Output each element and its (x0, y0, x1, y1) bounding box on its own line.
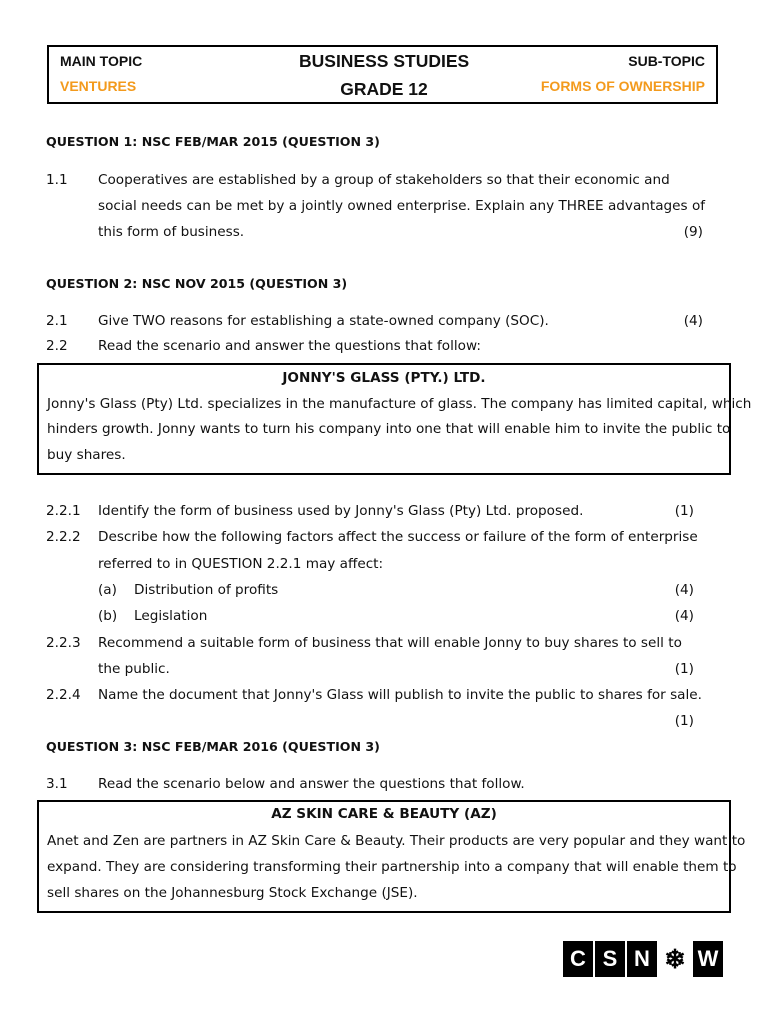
az-skin-care-scenario-line-3: sell shares on the Johannesburg Stock Exchange (JSE). (47, 885, 418, 901)
q2-1-number: 2.1 (46, 313, 68, 329)
q2-2-2-a-text: Distribution of profits (134, 582, 279, 598)
q2-2-2-line-2: referred to in QUESTION 2.2.1 may affect: (98, 556, 384, 572)
az-skin-care-scenario-title: AZ SKIN CARE & BEAUTY (AZ) (271, 806, 497, 822)
az-skin-care-scenario-box (37, 800, 746, 913)
q2-2-4-number: 2.2.4 (46, 687, 81, 703)
q3-1-number: 3.1 (46, 776, 68, 792)
q2-2-1-text: Identify the form of business used by Jonny's Glass (Pty) Ltd. proposed. (98, 503, 584, 519)
q1-1-line-2: social needs can be met by a jointly owned enterprise. Explain any THREE advantages of (98, 198, 706, 214)
q2-2-2-a-label: (a) (98, 582, 117, 598)
q2-2-2-b-text: Legislation (134, 608, 208, 624)
q2-2-2-b-label: (b) (98, 608, 118, 624)
document-title: BUSINESS STUDIES (299, 51, 470, 71)
q2-2-number: 2.2 (46, 338, 68, 354)
jonnys-glass-scenario-line-2: hinders growth. Jonny wants to turn his company into one that will enable him to invite the public to (47, 421, 731, 437)
q2-2-3-line-1: Recommend a suitable form of business that will enable Jonny to buy shares to sell to (98, 635, 682, 651)
main-topic-value: VENTURES (60, 78, 137, 94)
q2-2-1-number: 2.2.1 (46, 503, 81, 519)
q2-2-4-text: Name the document that Jonny's Glass will publish to invite the public to shares for sale. (98, 687, 702, 703)
q1-1-number: 1.1 (46, 172, 68, 188)
csnow-logo (563, 941, 723, 977)
grade-label: GRADE 12 (340, 79, 428, 99)
sub-topic-label: SUB-TOPIC (628, 53, 705, 69)
q2-2-2-number: 2.2.2 (46, 529, 81, 545)
q2-2-3-line-2: the public. (98, 661, 170, 677)
logo-letter-w: W (693, 941, 723, 977)
q1-1-marks: (9) (683, 224, 703, 240)
q2-1-marks: (4) (683, 313, 703, 329)
q2-2-2-line-1: Describe how the following factors affect the success or failure of the form of enterprise (98, 529, 698, 545)
header-box (47, 45, 718, 104)
q2-2-1-marks: (1) (674, 503, 694, 519)
main-topic-label: MAIN TOPIC (60, 53, 143, 69)
q3-1-text: Read the scenario below and answer the questions that follow. (98, 776, 525, 792)
q1-heading: QUESTION 1: NSC FEB/MAR 2015 (QUESTION 3) (46, 134, 380, 149)
logo-letter-n: N (627, 941, 657, 977)
jonnys-glass-scenario-line-3: buy shares. (47, 447, 126, 463)
az-skin-care-scenario-line-2: expand. They are considering transforming their partnership into a company that will enable them to (47, 859, 737, 875)
snowflake-icon: ❄ (659, 941, 691, 977)
q2-2-4-marks: (1) (674, 713, 694, 729)
q2-2-3-number: 2.2.3 (46, 635, 81, 651)
logo-letter-s: S (595, 941, 625, 977)
jonnys-glass-scenario-box (37, 363, 752, 475)
q2-heading: QUESTION 2: NSC NOV 2015 (QUESTION 3) (46, 276, 348, 291)
sub-topic-value: FORMS OF OWNERSHIP (540, 78, 705, 94)
q2-2-3-marks: (1) (674, 661, 694, 677)
q3-heading: QUESTION 3: NSC FEB/MAR 2016 (QUESTION 3) (46, 739, 380, 754)
jonnys-glass-scenario-title: JONNY'S GLASS (PTY.) LTD. (282, 370, 486, 386)
q2-2-text: Read the scenario and answer the questions that follow: (98, 338, 481, 354)
q1-1-line-1: Cooperatives are established by a group of stakeholders so that their economic and (98, 172, 670, 188)
q2-2-2-b-marks: (4) (674, 608, 694, 624)
q2-2-2-a-marks: (4) (674, 582, 694, 598)
logo-letter-c: C (563, 941, 593, 977)
q1-1-line-3: this form of business. (98, 224, 245, 240)
jonnys-glass-scenario-line-1: Jonny's Glass (Pty) Ltd. specializes in the manufacture of glass. The company has limited capital, which (47, 396, 752, 412)
az-skin-care-scenario-line-1: Anet and Zen are partners in AZ Skin Care & Beauty. Their products are very popular and they want to (47, 833, 746, 849)
q2-1-text: Give TWO reasons for establishing a state-owned company (SOC). (98, 313, 549, 329)
